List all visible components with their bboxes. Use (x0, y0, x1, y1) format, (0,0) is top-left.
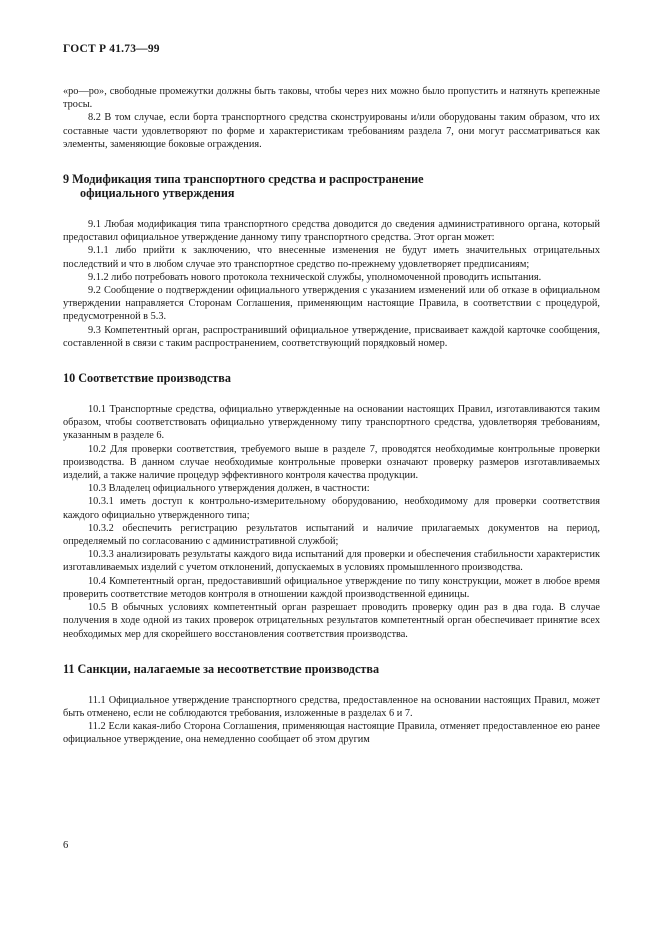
paragraph: 10.3 Владелец официального утверждения должен, в частности: (88, 483, 370, 495)
paragraph: 9.2 Сообщение о подтверждении официального утверждения с указанием изменений или об отказе в официальном утверждении направляется Сторонам Соглашения, применяющим настоящие Правила, в соответствии с процедурой, предусмотренной в 5.3. (63, 285, 600, 323)
paragraph: 10.3.3 анализировать результаты каждого вида испытаний для проверки и обеспечения стабильности характеристик изготавливаемых изделий с учетом отклонений, допускаемых в условиях промышленного производства. (63, 549, 600, 574)
paragraph: 9.1.1 либо прийти к заключению, что внесенные изменения не будут иметь значительных отрицательных последствий и что в любом случае это транспортное средство по-прежнему удовлетворяет предписаниям; (63, 245, 600, 270)
paragraph: 11.2 Если какая-либо Сторона Соглашения, применяющая настоящие Правила, отменяет предоставленное ею ранее официальное утверждение, она немедленно сообщает об этом другим (63, 721, 600, 746)
section-heading (63, 172, 600, 200)
page-number: 6 (63, 840, 69, 851)
intro-block (63, 85, 600, 151)
section-heading: 11 Санкции, налагаемые за несоответствие производства (63, 661, 380, 676)
paragraph: 11.1 Официальное утверждение транспортного средства, предоставленное на основании настоящих Правил, может быть отменено, если не соблюдаются требования, изложенные в разделах 6 и 7. (63, 694, 600, 719)
section-10 (63, 371, 600, 641)
section-heading-line2: официального утверждения (80, 186, 235, 201)
running-header: ГОСТ Р 41.73—99 (63, 43, 160, 55)
paragraph: 10.1 Транспортные средства, официально утвержденные на основании настоящих Правил, изготавливаются таким образом, чтобы соответствовать официально утвержденному типу транспортного средства, удовлетворяя требованиям, указанным в разделе 6. (63, 404, 600, 442)
paragraph: 10.3.1 иметь доступ к контрольно-измерительному оборудованию, необходимому для проверки соответствия каждого официально утвержденного типа; (63, 496, 600, 521)
paragraph: 10.4 Компетентный орган, предоставивший официальное утверждение по типу конструкции, может в любое время проверить соответствие методов контроля в отношении каждой производственной единицы. (63, 575, 600, 600)
paragraph: «ро—ро», свободные промежутки должны быть таковы, чтобы через них можно было пропустить и натянуть крепежные тросы. (63, 86, 600, 111)
section-heading: 10 Соответствие производства (63, 371, 231, 386)
paragraph: 9.1.2 либо потребовать нового протокола технической службы, уполномоченной проводить испытания. (88, 271, 542, 283)
paragraph: 10.3.2 обеспечить регистрацию результатов испытаний и наличие прилагаемых документов на период, определяемый по согласованию с административной службой; (63, 522, 600, 548)
paragraph: 10.5 В обычных условиях компетентный орган разрешает проводить проверку один раз в два года. В случае получения в ходе одной из таких проверок отрицательных результатов компетентный орган обеспечивает принятие всех необходимых мер для скорейшего восстановления соответствия производства. (63, 602, 600, 640)
paragraph: 8.2 В том случае, если борта транспортного средства сконструированы и/или оборудованы таким образом, что их составные части удовлетворяют по форме и характеристикам требованиям раздела 7, они могут рассматриваться как элементы, заменяющие боковые ограждения. (63, 112, 600, 150)
paragraph: 9.1 Любая модификация типа транспортного средства доводится до сведения административного органа, который предоставил официальное утверждение данному типу транспортного средства. Этот орган может: (63, 219, 600, 244)
document-page (63, 43, 600, 747)
section-heading-line1: 9 Модификация типа транспортного средства и распространение (63, 172, 424, 187)
paragraph: 9.3 Компетентный орган, распространивший официальное утверждение, присваивает каждой карточке сообщения, составленной в связи с таким распространением, соответствующий порядковый номер. (63, 324, 600, 349)
paragraph: 10.2 Для проверки соответствия, требуемого выше в разделе 7, проводятся необходимые контрольные проверки производства. В данном случае необходимые контрольные проверки означают проверку размеров изготавливаемых изделий, а также наличие процедур эффективного контроля качества продукции. (63, 443, 600, 482)
section-9 (63, 172, 600, 350)
section-11 (63, 662, 600, 747)
